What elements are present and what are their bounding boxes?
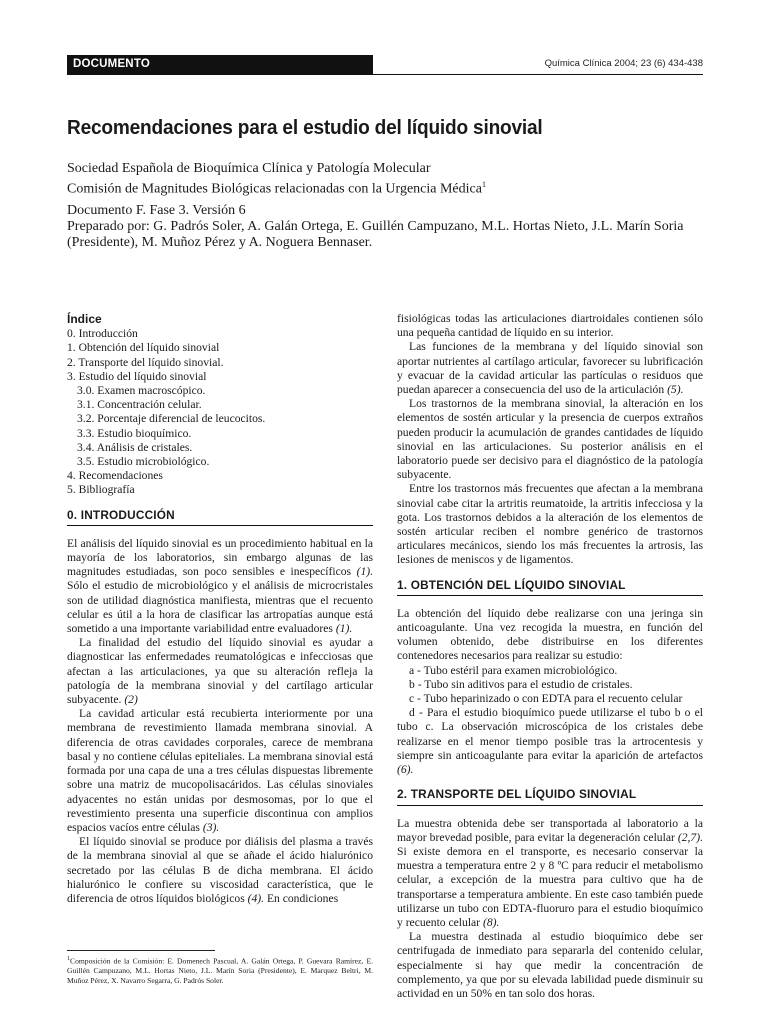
section-label: DOCUMENTO — [67, 55, 373, 74]
transporte-text: Si existe demora en el transporte, es necesario conservar la muestra a temperatura entre 2 y 8 ºC para reducir el metabolismo celular, a excepción de la muestra para cultivo que ha de transportarse a temperatura ambiente. En este caso también puede utilizarse un tubo con EDTA-fluoruro para el estudio bioquímico y recuento celular — [397, 844, 703, 929]
page-title: Recomendaciones para el estudio del líquido sinovial — [67, 116, 543, 139]
citation: (6). — [397, 763, 414, 777]
intro-text: El análisis del líquido sinovial es un procedimiento habitual en la mayoría de los laboratorios, sin embargo algunas de las magnitudes estudiadas, son poco sensibles e inespecíficos — [67, 536, 373, 579]
toc-item: 4. Recomendaciones — [67, 469, 163, 483]
intro-paragraph — [67, 537, 373, 636]
intro-paragraph: Entre los trastornos más frecuentes que afectan a la membrana sinovial cabe citar la artritis reumatoide, la artritis infecciosa y la gota. Los trastornos debidos a la alteración de los elementos de sostén articular reciben el nombre genérico de trastornos articulares mecánicos, siendo los más frecuentes la artrosis, las lesiones de meniscos y de ligamentos. — [397, 482, 703, 567]
toc-item: 3.4. Análisis de cristales. — [77, 440, 193, 454]
toc-item: 2. Transporte del líquido sinovial. — [67, 355, 224, 369]
citation: (2,7). — [677, 830, 703, 844]
intro-paragraph — [67, 707, 373, 835]
intro-text: En condiciones — [264, 891, 339, 905]
list-item: c - Tubo heparinizado o con EDTA para el recuento celular — [409, 692, 683, 706]
footnote-marker: 1 — [481, 179, 486, 189]
document-info — [67, 203, 707, 251]
affiliation — [67, 161, 486, 197]
affiliation-commission-text: Comisión de Magnitudes Biológicas relacionadas con la Urgencia Médica — [67, 181, 482, 197]
toc-item: 3.5. Estudio microbiológico. — [77, 455, 210, 469]
intro-text: Las funciones de la membrana y del líquido sinovial son aportar nutrientes al cartílago articular, favorecer su lubrificación y evacuar de la cavidad articular las partículas o residuos que puedan aparecer a consecuencia del uso de la articulación — [397, 340, 703, 397]
list-item: b - Tubo sin aditivos para el estudio de cristales. — [409, 677, 633, 691]
intro-paragraph — [67, 636, 373, 707]
transporte-paragraph: La muestra destinada al estudio bioquímico debe ser centrifugada de inmediato para separarla del contenido celular, especialmente si hay que medir la concentración de complemento, ya que por su elevada labilidad puede disminuir su actividad en un 50% en tan solo dos horas. — [397, 930, 703, 1000]
toc-item: 1. Obtención del líquido sinovial — [67, 341, 220, 355]
table-of-contents — [67, 327, 373, 497]
affiliation-society: Sociedad Española de Bioquímica Clínica y Patología Molecular — [67, 161, 431, 176]
footnote-text: Composición de la Comisión: E. Domenech Pascual, A. Galán Ortega, P. Guevara Ramírez, E. Guillén Campuzano, M.L. Hortas Nieto, J.L. Marín Soria (Presidente), E. Marquez Beltri, M. Muñoz Pérez, X. Navarro Segarra, G. Padrós Soler. — [67, 956, 373, 985]
obtencion-paragraph: La obtención del líquido debe realizarse con una jeringa sin anticoagulante. Una vez recogida la muestra, en función del volumen obtenido, debe distribuirse en los diferentes contenedores necesarios para realizar su estudio: — [397, 606, 703, 663]
transporte-paragraph — [397, 817, 703, 931]
intro-text: Sólo el estudio de microbiológico y el análisis de microcristales son de utilidad diagnóstica manifiesta, mientras que el recuento celular es útil a la hora de clasificar las artropatías aunque está sometido a una importante variabilidad entre evaluadores — [67, 579, 373, 636]
intro-text: La finalidad del estudio del líquido sinovial es ayudar a diagnosticar las enfermedades reumatológicas e infecciosas que afectan a las articulaciones, ya que su alteración refleja la patología de la membrana sinovial y del cartílago articular subyacente. — [67, 636, 373, 707]
right-column — [397, 312, 703, 1001]
citation: (8). — [482, 915, 500, 929]
intro-paragraph — [67, 835, 373, 906]
toc-item: 0. Introducción — [67, 327, 138, 341]
transporte-text: La muestra obtenida debe ser transportada al laboratorio a la mayor brevedad posible, para evitar la degeneración celular — [397, 816, 703, 844]
list-item: a - Tubo estéril para examen microbiológico. — [409, 663, 618, 677]
citation: (1). — [335, 622, 353, 636]
toc-item: 5. Bibliografía — [67, 483, 135, 497]
citation: (1). — [356, 565, 373, 579]
affiliation-commission — [67, 177, 486, 197]
footnote-rule — [67, 950, 215, 951]
journal-reference: Química Clínica 2004; 23 (6) 434-438 — [544, 58, 703, 69]
toc-item: 3.3. Estudio bioquímico. — [77, 426, 192, 440]
citation: (5). — [667, 383, 684, 397]
toc-item: 3.2. Porcentaje diferencial de leucocitos. — [77, 412, 266, 426]
section-heading-transporte: 2. TRANSPORTE DEL LÍQUIDO SINOVIAL — [397, 787, 703, 805]
list-item — [397, 706, 703, 777]
citation: (3). — [202, 820, 220, 834]
intro-text: La cavidad articular está recubierta interiormente por una membrana de revestimiento llamada membrana sinovial. A diferencia de otras cavidades corporales, carece de membrana basal y no contiene células epiteliales. La membrana sinovial está formada por una capa de una a tres células dispuestas libremente sobre una matriz de mucopolisacáridos. Las células sinoviales adyacentes no están unidas por desmosomas, por lo que el revestimiento presenta una superficie discontinua con amplios espacios vacíos entre células — [67, 707, 373, 834]
toc-item: 3.1. Concentración celular. — [77, 398, 202, 412]
left-column — [67, 312, 373, 906]
intro-paragraph: fisiológicas todas las articulaciones diartroidales contienen sólo una pequeña cantidad de líquido en su interior. — [397, 312, 703, 340]
intro-paragraph: Los trastornos de la membrana sinovial, la alteración en los elementos de sostén articular y la presencia de cuerpos extraños pueden producir la acumulación de grandes cantidades de líquido sinovial en las articulaciones. Su posterior análisis en el laboratorio puede ser decisivo para el diagnóstico de la patología subyacente. — [397, 397, 703, 482]
section-heading-obtencion: 1. OBTENCIÓN DEL LÍQUIDO SINOVIAL — [397, 578, 703, 596]
document-authors: Preparado por: G. Padrós Soler, A. Galán Ortega, E. Guillén Campuzano, M.L. Hortas Nieto, J.L. Marín Soria (Presidente), M. Muñoz Pérez y A. Noguera Bennaser. — [67, 219, 684, 250]
intro-paragraph — [397, 340, 703, 397]
footnote — [67, 955, 373, 985]
list-item-text: d - Para el estudio bioquímico puede utilizarse el tubo b o el tubo c. La observación microscópica de los cristales debe realizarse en el menor tiempo posible tras la artrocentesis y siempre sin anticoagulante para evitar la aparición de artefactos — [397, 706, 703, 762]
toc-item: 3.0. Examen macroscópico. — [77, 384, 206, 398]
intro-text: El líquido sinovial se produce por diálisis del plasma a través de la membrana sinovial al que se añade el ácido hialurónico secretado por las células B de dicha membrana. El ácido hialurónico le confiere su viscosidad característica, que le diferencia de otros líquidos biológicos — [67, 835, 373, 905]
toc-heading: Índice — [67, 312, 102, 326]
header-rule — [67, 74, 703, 75]
citation: (2) — [124, 693, 138, 707]
citation: (4). — [247, 891, 265, 905]
toc-item: 3. Estudio del líquido sinovial — [67, 369, 207, 383]
footnote-number: 1 — [67, 956, 70, 962]
section-heading-introduction: 0. INTRODUCCIÓN — [67, 508, 373, 526]
document-version: Documento F. Fase 3. Versión 6 — [67, 203, 246, 218]
